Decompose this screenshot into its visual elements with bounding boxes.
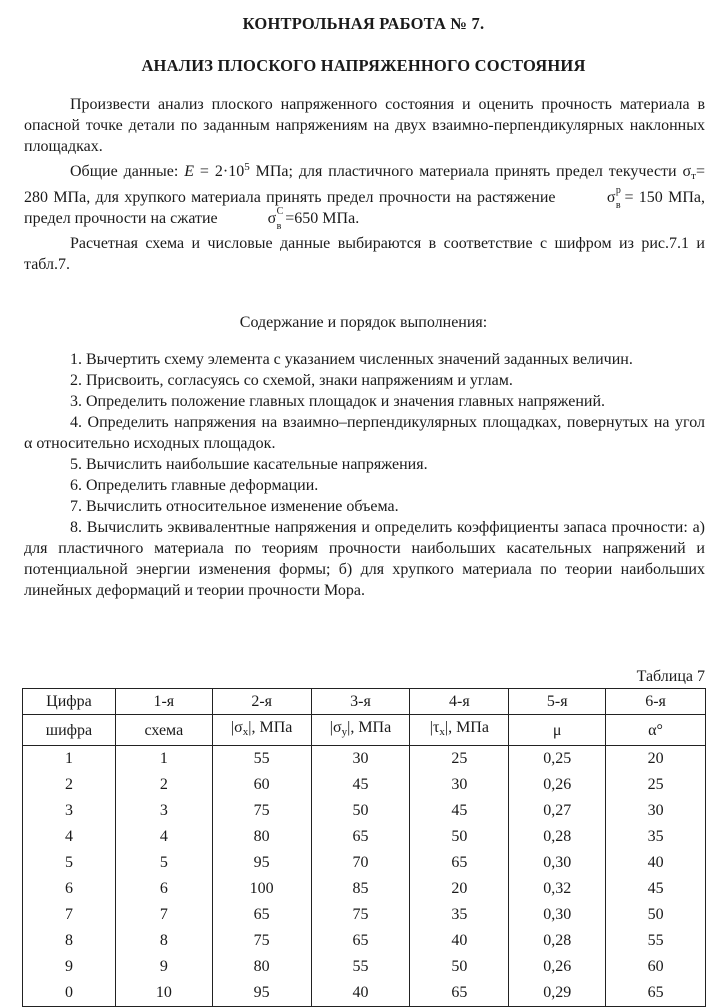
table-row [23,954,706,980]
table-cell: 7 [115,902,212,928]
header-cell: 5-я [509,689,606,715]
table-cell: 2 [23,772,116,798]
table-cell: 9 [115,954,212,980]
table-cell: 40 [606,850,706,876]
step-item: 8. Вычислить эквивалентные напряжения и определить коэффициенты запаса прочности: а) для пластичного материала по теориям прочности наибольших касательных напряжений и потенциальной энергии изменения формы; б) для хрупкого материала по теории наибольших линейных деформаций и теории прочности Мора. [24,519,705,599]
yield-intro: МПа; для пластичного материала принять предел текучести [249,163,683,180]
header-cell-tau-x [410,715,509,746]
modulus-value: = 2·10 [193,163,245,180]
table-cell: 65 [311,824,410,850]
table-cell: 2 [115,772,212,798]
data-table [22,688,706,1007]
table-cell: 100 [212,876,311,902]
header-cell: схема [115,715,212,746]
header-cell: 1-я [115,689,212,715]
table-cell: 80 [212,824,311,850]
table-cell: 3 [23,798,116,824]
table-caption: Таблица 7 [636,668,705,685]
table-cell: 0,26 [509,954,606,980]
header-sigma-y-post: |, МПа [347,719,392,736]
table-cell: 3 [115,798,212,824]
table-cell: 0,28 [509,928,606,954]
intro-text: Произвести анализ плоского напряженного состояния и оценить прочность материала в опасной точке детали по заданным напряжениям на двух взаимно-перпендикулярных наклонных площадках. [24,96,705,155]
table-cell: 45 [606,876,706,902]
header-cell: 4-я [410,689,509,715]
table-cell: 20 [410,876,509,902]
table-cell: 30 [410,772,509,798]
header-cell: μ [509,715,606,746]
table-cell: 25 [410,746,509,773]
table-cell: 6 [23,876,116,902]
table-cell: 65 [606,980,706,1007]
table-cell: 65 [410,850,509,876]
yield-value: = 280 МПа, для хрупкого материала принять предел прочности на растяжение [24,163,705,206]
header-cell: шифра [23,715,116,746]
table-cell: 30 [606,798,706,824]
contents-heading: Содержание и порядок выполнения: [239,314,488,331]
table-cell: 70 [311,850,410,876]
table-cell: 7 [23,902,116,928]
table-cell: 45 [410,798,509,824]
step-item: 6. Определить главные деформации. [70,477,319,494]
sigma-compression-symbol [222,206,286,232]
table-cell: 50 [410,824,509,850]
step-item: 2. Присвоить, согласуясь со схемой, знаки напряжениям и углам. [70,372,513,389]
table-cell: 75 [212,798,311,824]
table-cell: 65 [212,902,311,928]
sigma-compression-base: σ [267,210,277,227]
table-row [23,798,706,824]
table-cell: 0,32 [509,876,606,902]
table-cell: 35 [606,824,706,850]
table-cell: 80 [212,954,311,980]
header-cell-sigma-y [311,715,410,746]
header-cell: 6-я [606,689,706,715]
choice-text: Расчетная схема и числовые данные выбираются в соответствие с шифром из рис.7.1 и табл.7. [24,235,705,273]
header-cell: α° [606,715,706,746]
header-tau-x-post: |, МПа [444,719,489,736]
sigma-tension-sub: в [615,200,621,211]
step-item: 3. Определить положение главных площадок и значения главных напряжений. [70,393,606,410]
table-cell: 1 [115,746,212,773]
table-cell: 8 [115,928,212,954]
table-cell: 8 [23,928,116,954]
table-row [23,980,706,1007]
table-row [23,746,706,773]
header-sigma-y-sub: y [341,726,348,738]
sigma-compression-sub: в [276,221,282,232]
compression-value: =650 МПа. [285,210,360,227]
table-cell: 30 [311,746,410,773]
table-cell: 40 [410,928,509,954]
table-cell: 35 [410,902,509,928]
table-cell: 6 [115,876,212,902]
header-row [23,689,706,715]
table-row [23,902,706,928]
header-cell: Цифра [23,689,116,715]
table-row [23,876,706,902]
table-cell: 50 [606,902,706,928]
table-cell: 0 [23,980,116,1007]
step-item: 5. Вычислить наибольшие касательные напряжения. [70,456,428,473]
table-cell: 60 [606,954,706,980]
table-cell: 1 [23,746,116,773]
table-row [23,772,706,798]
table-cell: 0,30 [509,850,606,876]
table-cell: 4 [23,824,116,850]
header-sigma-x-post: |, МПа [248,719,293,736]
header-cell: 2-я [212,689,311,715]
header-tau-x-sub: x [439,726,445,738]
modulus-exponent: 5 [244,161,250,173]
table-cell: 0,25 [509,746,606,773]
step-item: 1. Вычертить схему элемента с указанием численных значений заданных величин. [70,351,633,368]
table-cell: 85 [311,876,410,902]
table-cell: 40 [311,980,410,1007]
sigma-tension-symbol [561,185,625,211]
table-cell: 10 [115,980,212,1007]
sigma-yield-symbol: σ [682,163,692,180]
table-cell: 55 [212,746,311,773]
table-cell: 20 [606,746,706,773]
table-body [23,746,706,1007]
table-cell: 65 [410,980,509,1007]
modulus-symbol: E [184,163,194,180]
general-data-text [24,157,705,232]
table-header [23,689,706,746]
table-cell: 25 [606,772,706,798]
choice-paragraph [24,233,705,275]
table-cell: 55 [311,954,410,980]
step-item: 4. Определить напряжения на взаимно–перпендикулярных площадках, повернутых на угол α относительно исходных площадок. [24,414,705,452]
page-subtitle: АНАЛИЗ ПЛОСКОГО НАПРЯЖЕННОГО СОСТОЯНИЯ [141,56,586,75]
header-sigma-x-pre: |σ [230,719,243,736]
table-cell: 0,26 [509,772,606,798]
table-cell: 5 [115,850,212,876]
table-cell: 5 [23,850,116,876]
header-cell: 3-я [311,689,410,715]
table-row [23,850,706,876]
table-cell: 55 [606,928,706,954]
sigma-tension-base: σ [606,189,616,206]
table-row [23,824,706,850]
table-cell: 0,27 [509,798,606,824]
table-cell: 45 [311,772,410,798]
steps-list [24,349,705,601]
sigma-tension-sup: р [615,185,621,196]
table-cell: 65 [311,928,410,954]
table-cell: 0,29 [509,980,606,1007]
header-cell-sigma-x [212,715,311,746]
page-title: КОНТРОЛЬНАЯ РАБОТА № 7. [242,14,485,33]
table-cell: 4 [115,824,212,850]
table-row [23,928,706,954]
header-sigma-x-sub: x [242,726,249,738]
header-row [23,715,706,746]
header-sigma-y-pre: |σ [329,719,342,736]
table-cell: 50 [410,954,509,980]
intro-paragraph [24,94,705,157]
general-data-paragraph [24,157,705,232]
step-item: 7. Вычислить относительное изменение объема. [70,498,399,515]
table-cell: 75 [311,902,410,928]
table-cell: 75 [212,928,311,954]
table-cell: 95 [212,980,311,1007]
tension-value: = 150 МПа, предел прочности на сжатие [24,189,705,227]
general-lead: Общие данные: [70,163,185,180]
table-cell: 0,30 [509,902,606,928]
table-cell: 50 [311,798,410,824]
sigma-yield-subscript: т [691,170,696,182]
header-tau-x-pre: |τ [429,719,440,736]
table-cell: 9 [23,954,116,980]
table-cell: 60 [212,772,311,798]
table-cell: 0,28 [509,824,606,850]
sigma-compression-sup: С [276,206,284,217]
table-cell: 95 [212,850,311,876]
